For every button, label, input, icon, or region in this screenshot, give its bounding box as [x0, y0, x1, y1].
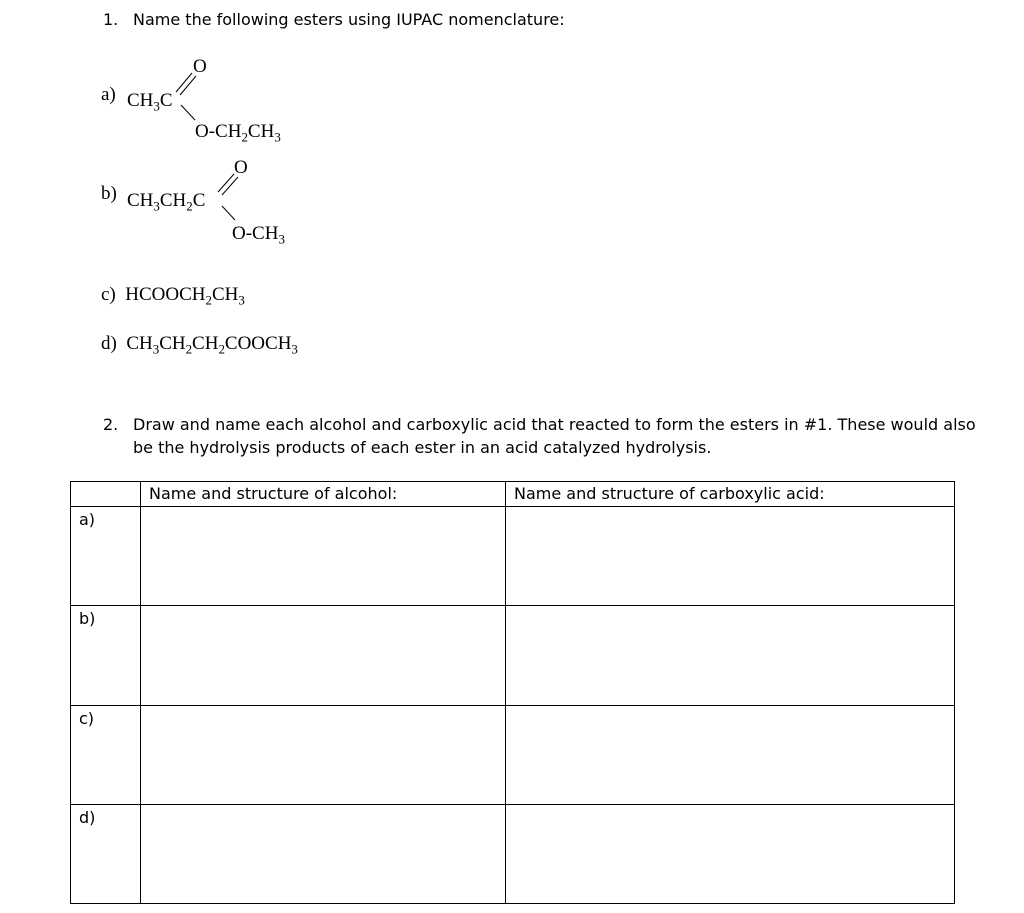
ester-b-alkoxy: $O-CH_3$ — [232, 223, 285, 247]
alcohol-answer-cell[interactable] — [141, 606, 506, 705]
double-bond-line — [176, 73, 192, 92]
ester-b-label: b) — [101, 183, 117, 204]
acid-answer-cell[interactable] — [506, 507, 955, 606]
question-number: 1. — [103, 10, 119, 29]
row-label: c) — [71, 705, 141, 804]
double-bond-line — [180, 76, 196, 95]
table-header-alcohol: Name and structure of alcohol: — [141, 482, 506, 507]
double-bond-line — [218, 174, 234, 192]
ester-a-carbonyl-oxygen: O — [193, 56, 207, 77]
single-bond-line — [181, 105, 195, 120]
ester-c: c) $HCOOCH_2CH_3$ — [101, 284, 245, 308]
acid-answer-cell[interactable] — [506, 606, 955, 705]
table-row — [71, 804, 955, 903]
ester-b-carbonyl-oxygen: O — [234, 157, 248, 178]
row-label: d) — [71, 804, 141, 903]
alcohol-answer-cell[interactable] — [141, 507, 506, 606]
table-header-acid: Name and structure of carboxylic acid: — [506, 482, 955, 507]
row-label: b) — [71, 606, 141, 705]
question-text-line-2: be the hydrolysis products of each ester in an acid catalyzed hydrolysis. — [133, 438, 712, 457]
table-header-blank — [71, 482, 141, 507]
ester-d-label: d) — [101, 333, 117, 354]
acid-answer-cell[interactable] — [506, 804, 955, 903]
table-row — [71, 606, 955, 705]
ester-a-label: a) — [101, 84, 116, 105]
answer-table — [70, 481, 955, 904]
acid-answer-cell[interactable] — [506, 705, 955, 804]
ester-b-chain: $CH_3CH_2C$ — [127, 190, 206, 214]
question-2-prompt — [103, 413, 1003, 459]
alcohol-answer-cell[interactable] — [141, 804, 506, 903]
ester-a-alkoxy: $O-CH_2CH_3$ — [195, 121, 281, 145]
ester-bond-lines — [0, 0, 1024, 300]
alcohol-answer-cell[interactable] — [141, 705, 506, 804]
ester-a-chain: $CH_3C$ — [127, 90, 173, 114]
row-label: a) — [71, 507, 141, 606]
table-header-row — [71, 482, 955, 507]
question-text-line-1: Draw and name each alcohol and carboxylic acid that reacted to form the esters in #1. These would also — [133, 415, 976, 434]
question-text: Name the following esters using IUPAC nomenclature: — [133, 10, 565, 29]
single-bond-line — [222, 206, 235, 220]
table-row — [71, 507, 955, 606]
table-row — [71, 705, 955, 804]
ester-d: d) $CH_3CH_2CH_2COOCH_3$ — [101, 333, 298, 357]
double-bond-line — [222, 177, 238, 195]
question-number: 2. — [103, 415, 119, 434]
ester-c-label: c) — [101, 284, 116, 305]
